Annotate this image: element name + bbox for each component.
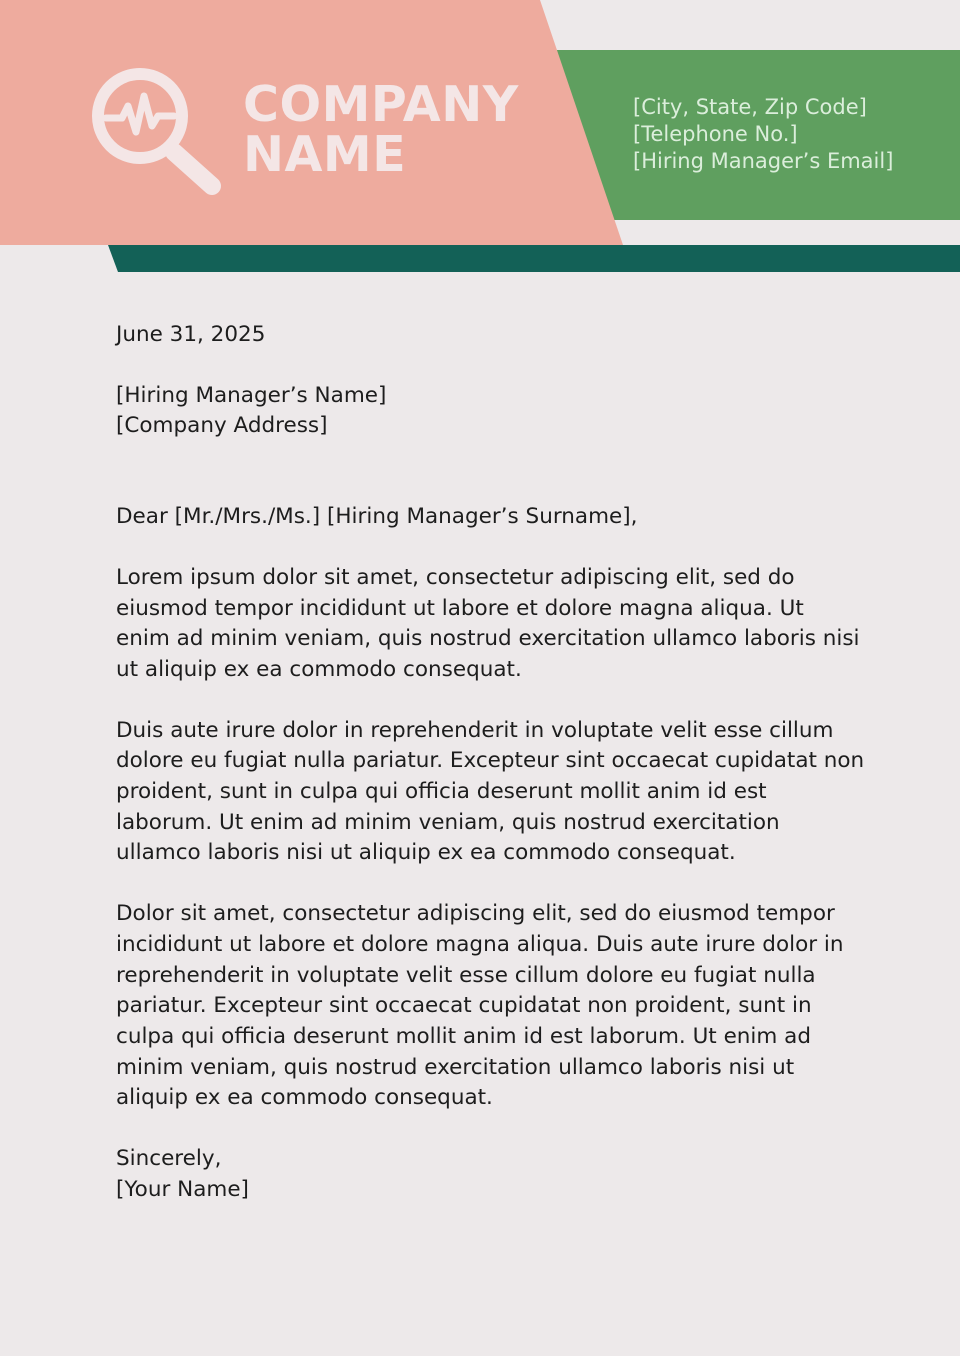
- paragraph-line: proident, sunt in culpa qui officia deserunt mollit anim id est: [116, 779, 767, 805]
- recipient-block: [116, 381, 856, 442]
- salutation: [116, 502, 856, 533]
- paragraph-2: [116, 716, 865, 870]
- paragraph-line: laborum. Ut enim ad minim veniam, quis nostrud exercitation: [116, 809, 780, 835]
- closing-block: [116, 1144, 856, 1205]
- paragraph-line: aliquip ex ea commodo consequat.: [116, 1085, 493, 1111]
- magnifier-heartbeat-icon: [92, 66, 226, 200]
- paragraph-3: [116, 899, 856, 1114]
- paragraph-line: enim ad minim veniam, quis nostrud exercitation ullamco laboris nisi: [116, 626, 860, 652]
- paragraph-line: culpa qui officia deserunt mollit anim id est laborum. Ut enim ad: [116, 1023, 812, 1049]
- salutation-text: Dear [Mr./Mrs./Ms.] [Hiring Manager’s Surname],: [116, 504, 638, 530]
- company-name-line1: COMPANY: [243, 76, 519, 133]
- paragraph-line: pariatur. Excepteur sint occaecat cupidatat non proident, sunt in: [116, 993, 812, 1019]
- city-state-zip: [City, State, Zip Code]: [633, 95, 867, 119]
- dark-teal-band: [108, 245, 960, 272]
- contact-block: [633, 94, 893, 175]
- paragraph-line: ut aliquip ex ea commodo consequat.: [116, 656, 522, 682]
- paragraph-line: incididunt ut labore et dolore magna aliqua. Duis aute irure dolor in: [116, 931, 844, 957]
- paragraph-line: reprehenderit in voluptate velit esse cillum dolore eu fugiat nulla: [116, 962, 816, 988]
- paragraph-1: [116, 563, 860, 686]
- hiring-manager-email: [Hiring Manager’s Email]: [633, 149, 894, 173]
- date-text: June 31, 2025: [116, 322, 266, 347]
- recipient-address: [Company Address]: [116, 413, 328, 439]
- letter-date: [116, 320, 856, 351]
- paragraph-line: Dolor sit amet, consectetur adipiscing elit, sed do eiusmod tempor: [116, 901, 835, 927]
- paragraph-line: Lorem ipsum dolor sit amet, consectetur adipiscing elit, sed do: [116, 564, 795, 590]
- paragraph-line: dolore eu fugiat nulla pariatur. Excepteur sint occaecat cupidatat non: [116, 748, 865, 774]
- company-name: [243, 76, 519, 183]
- paragraph-line: ullamco laboris nisi ut aliquip ex ea commodo consequat.: [116, 840, 736, 866]
- recipient-name: [Hiring Manager’s Name]: [116, 382, 387, 408]
- paragraph-line: minim veniam, quis nostrud exercitation ullamco laboris nisi ut: [116, 1054, 795, 1080]
- letter-body: [116, 320, 865, 1205]
- paragraph-line: Duis aute irure dolor in reprehenderit in voluptate velit esse cillum: [116, 717, 834, 743]
- company-name-line2: NAME: [243, 126, 407, 183]
- closing: Sincerely,: [116, 1146, 222, 1172]
- telephone: [Telephone No.]: [633, 122, 798, 146]
- paragraph-line: eiusmod tempor incididunt ut labore et dolore magna aliqua. Ut: [116, 595, 804, 621]
- signature-name: [Your Name]: [116, 1176, 249, 1202]
